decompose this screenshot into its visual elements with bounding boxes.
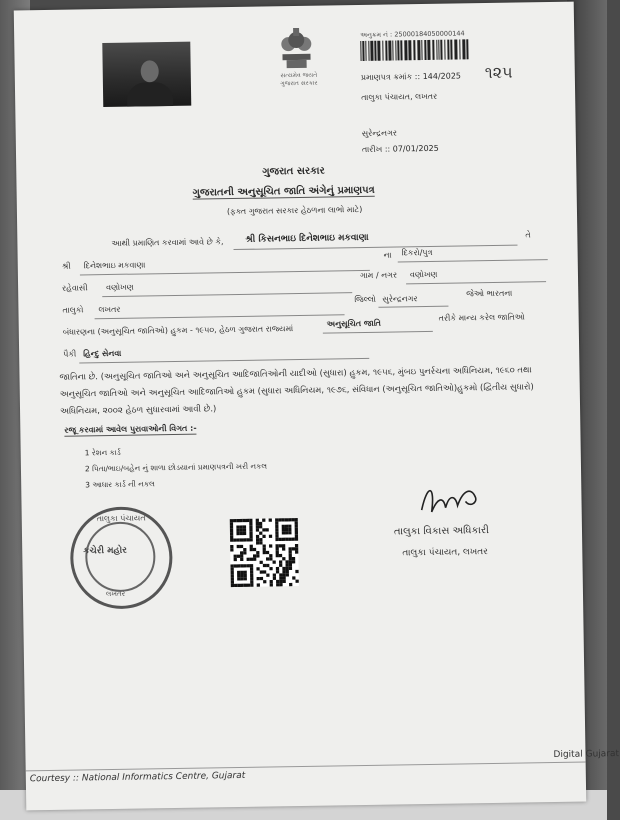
evidence-list xyxy=(85,443,268,494)
place: સુરેન્દ્રનગર xyxy=(361,128,398,138)
to-suffix: તે xyxy=(525,230,531,240)
signature xyxy=(417,479,488,520)
taluka-label: તાલુકો xyxy=(62,305,84,315)
taluka-value: લખતર xyxy=(98,304,121,315)
caste-value: હિન્દુ સેનવા xyxy=(83,348,122,359)
certify-text: આથી પ્રમાણિત કરવામાં આવે છે કે, xyxy=(111,237,224,248)
caste-prefix: પૈકી xyxy=(63,349,77,359)
evidence-heading: રજૂ કરવામાં આવેલ પુરાવાઓની વિગત :- xyxy=(64,423,197,435)
father-name: દિનેશભાઇ મકવાણા xyxy=(83,260,146,271)
village-label: ગામ / નગર xyxy=(359,270,398,281)
district-value: સુરેન્દ્રનગર xyxy=(382,294,418,304)
government-title: ગુજરાત સરકાર xyxy=(262,165,325,178)
relation-label: ના xyxy=(383,250,392,260)
certificate-title: ગુજરાતની અનુસૂચિત જાતિ અંગેનું પ્રમાણપત્ર xyxy=(192,184,375,199)
applicant-photo xyxy=(102,42,191,107)
state-emblem-icon xyxy=(276,24,317,73)
certificate-number: પ્રમાણપત્ર ક્રમાંક :: 144/2025 xyxy=(360,71,462,83)
resident-value: વણોખણ xyxy=(106,282,134,293)
resident-label: રહેવાસી xyxy=(62,283,88,293)
category-value: અનુસૂચિત જાતિ xyxy=(326,318,381,329)
certificate-subtitle: (ફક્ત ગુજરાત સરકાર હેઠળના લાભો માટે) xyxy=(226,204,363,217)
list-item: 1 રેશન કાર્ડ xyxy=(84,447,121,458)
list-item: 2 પિતા/ભાઇ/બહેન નું શાળા છોડયાનાં પ્રમાણપત્રની ખરી નકલ xyxy=(84,461,268,474)
certificate-page xyxy=(14,2,620,811)
india-text: જેઓ ભારતના xyxy=(466,288,513,299)
qr-code xyxy=(230,518,299,587)
order-text: બંધારણના (અનુસૂચિત જાતિઓ) હુકમ - ૧૯૫૦, હેઠળ ગુજરાત રાજ્યમાં xyxy=(62,324,294,337)
shri-label: શ્રી xyxy=(61,261,71,271)
applicant-name: શ્રી કિસનભાઇ દિનેશભાઇ મકવાણા xyxy=(245,232,369,245)
serial-number: અનુક્રમ નં : 25000184050000144 xyxy=(360,29,465,40)
handwritten-number: ૧૨૫ xyxy=(484,62,513,83)
issue-date: તારીખ :: 07/01/2025 xyxy=(361,143,439,154)
legal-paragraph: જાતિના છે. (અનુસૂચિત જાતિઓ અને અનુસૂચિત આદિજાતિઓની યાદીઓ (સુધારા) હુકમ, ૧૯૫૬, મુંબઇ પુનર્રચના અધિનિયમ, ૧૯૬૦ તથા અનુસૂચિત જાતિઓ અને અનુસૂચિત આદિજાતિઓ હુકમ (સુધારા અધિનિયમ, ૧૯૭૬, સંવિધાન (અનુસૂચિત જાતિઓ)હુકમો (દ્વિતીય સુધારો) અધિનિયમ, ૨૦૦૨ હેઠળ સુધારવામાં આવી છે.) xyxy=(59,365,534,417)
recognized-text: તરીકે માન્ય કરેલ જાતિઓ xyxy=(438,312,525,323)
signatory-title: તાલુકા વિકાસ અધિકારી xyxy=(393,525,490,538)
district-label: જિલ્લો xyxy=(354,294,376,305)
barcode xyxy=(360,39,470,61)
footer-courtesy: Courtesy :: National Informatics Centre, Gujarat xyxy=(29,770,246,785)
signatory-office: તાલુકા પંચાયત, લખતર xyxy=(402,547,488,559)
emblem-caption: સત્યમેવ જયતે ગુજરાત સરકાર xyxy=(280,71,318,88)
relation-value: દિકરો/પુત્ર xyxy=(401,247,433,258)
footer-digital: Digital Gujarat xyxy=(553,749,620,761)
office-top: તાલુકા પંચાયત, લખતર xyxy=(361,91,438,103)
village-value: વણોખણ xyxy=(409,269,438,280)
office-seal: તાલુકા પંચાયત કચેરી મહોર લખતર xyxy=(70,506,174,610)
list-item: 3 આધાર કાર્ડ ની નકલ xyxy=(85,479,155,490)
